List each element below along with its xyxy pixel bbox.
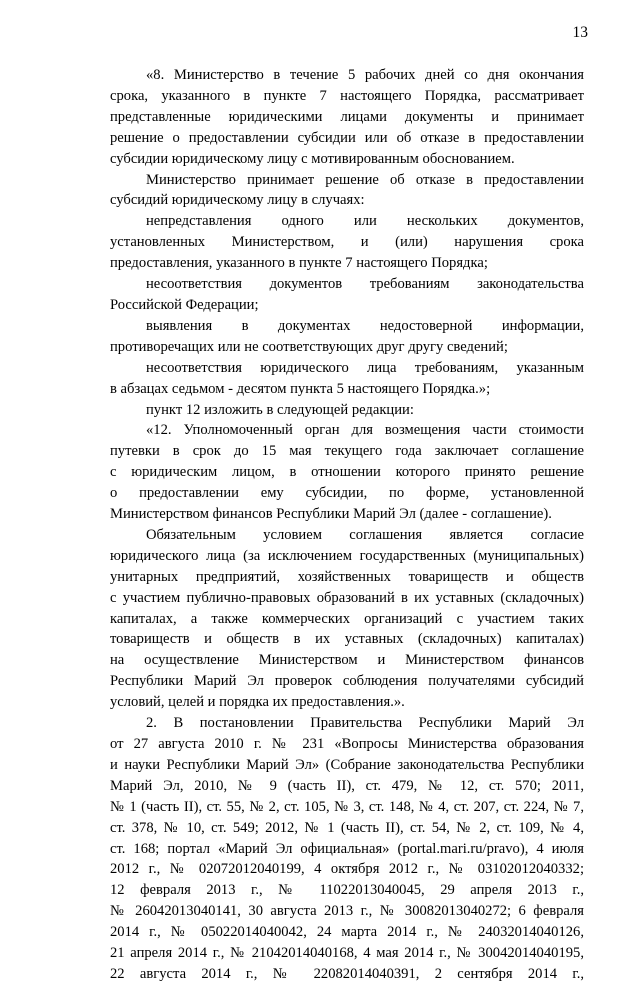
text-line: непредставления одного или нескольких документов, [146, 213, 584, 230]
document-body [110, 65, 584, 985]
text-line: № 26042013040141, 30 августа 2013 г., № 30082013040272; 6 февраля [110, 903, 584, 920]
text-line: № 1 (часть II), ст. 55, № 2, ст. 105, № 3, ст. 148, № 4, ст. 207, ст. 224, № 7, [110, 798, 584, 815]
text-line: юридического лица (за исключением государственных (муниципальных) [110, 547, 584, 564]
text-line: противоречащих или не соответствующих друг другу сведений; [110, 338, 508, 355]
text-line: «12. Уполномоченный орган для возмещения части стоимости [146, 422, 584, 439]
text-line: выявления в документах недостоверной информации, [146, 317, 584, 334]
text-line: срока, указанного в пункте 7 настоящего Порядка, рассматривает [110, 87, 584, 104]
text-line: Российской Федерации; [110, 296, 259, 313]
text-line: Республики Марий Эл проверок соблюдения получателями субсидий [110, 673, 584, 690]
text-line: 2014 г., № 05022014040042, 24 марта 2014 г., № 24032014040126, [110, 924, 584, 941]
text-line: представленные юридическими лицами документы и принимает [110, 108, 584, 125]
text-line: и науки Республики Марий Эл» (Собрание законодательства Республики [110, 756, 584, 773]
text-line: ст. 168; портал «Марий Эл официальная» (portal.mari.ru/pravo), 4 июля [110, 840, 584, 857]
text-line: путевки в срок до 15 мая текущего года заключает соглашение [110, 443, 584, 460]
text-line: Министерство принимает решение об отказе в предоставлении [146, 171, 584, 188]
text-line: 21 апреля 2014 г., № 21042014040168, 4 мая 2014 г., № 30042014040195, [110, 945, 584, 962]
text-line: 2. В постановлении Правительства Республики Марий Эл [146, 715, 584, 732]
text-line: 22 августа 2014 г., № 22082014040391, 2 сентября 2014 г., [110, 965, 584, 982]
text-line: условий, целей и порядка их предоставления.». [110, 694, 405, 711]
text-line: Обязательным условием соглашения является согласие [146, 526, 584, 543]
text-line: 2012 г., № 02072012040199, 4 октября 2012 г., № 03102012040332; [110, 861, 584, 878]
text-line: 12 февраля 2013 г., № 11022013040045, 29 апреля 2013 г., [110, 882, 584, 899]
text-line: с участием публично-правовых образований в их уставных (складочных) [110, 589, 584, 606]
text-line: с юридическим лицом, в отношении которого принято решение [110, 464, 584, 481]
text-line: о предоставлении ему субсидии, по форме, установленной [110, 485, 584, 502]
page-number: 13 [572, 24, 588, 41]
text-line: капиталах, а также коммерческих организаций с участием таких [110, 610, 584, 627]
text-line: на осуществление Министерством и Министерством финансов [110, 652, 584, 669]
text-line: от 27 августа 2010 г. № 231 «Вопросы Министерства образования [110, 736, 584, 752]
text-line: пункт 12 изложить в следующей редакции: [146, 401, 414, 418]
text-line: в абзацах седьмом - десятом пункта 5 настоящего Порядка.»; [110, 380, 491, 397]
text-line: предоставления, указанного в пункте 7 настоящего Порядка; [110, 255, 488, 272]
text-line: установленных Министерством, и (или) нарушения срока [110, 234, 584, 251]
text-line: «8. Министерство в течение 5 рабочих дней со дня окончания [146, 67, 584, 83]
text-line: решение о предоставлении субсидии или об отказе в предоставлении [110, 129, 584, 146]
text-line: унитарных предприятий, хозяйственных товариществ и обществ [110, 568, 584, 585]
text-line: субсидии юридическому лицу с мотивированным обоснованием. [110, 150, 515, 167]
text-line: ст. 378, № 10, ст. 549; 2012, № 1 (часть II), ст. 54, № 2, ст. 109, № 4, [110, 819, 584, 836]
text-line: товариществ и обществ в их уставных (складочных) капиталах) [110, 631, 584, 648]
text-line: несоответствия документов требованиям законодательства [146, 276, 584, 293]
text-line: Марий Эл, 2010, № 9 (часть II), ст. 479, № 12, ст. 570; 2011, [110, 777, 584, 794]
text-line: несоответствия юридического лица требованиям, указанным [146, 359, 584, 376]
text-line: субсидий юридическому лицу в случаях: [110, 192, 365, 209]
text-line: Министерством финансов Республики Марий Эл (далее - соглашение). [110, 506, 552, 523]
